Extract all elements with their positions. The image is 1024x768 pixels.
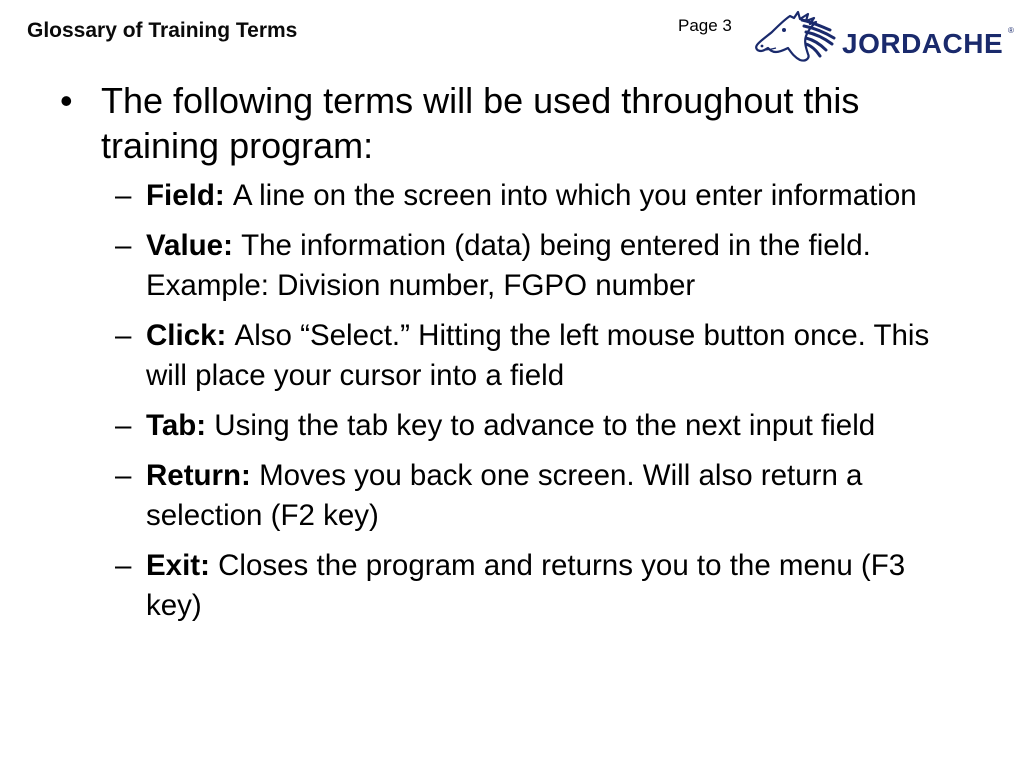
logo-wordmark: JORDACHE (842, 28, 1004, 59)
brand-logo (754, 10, 1020, 66)
term-return (60, 456, 960, 536)
term-definition: Using the tab key to advance to the next input field (214, 409, 876, 442)
registered-mark: ® (1008, 26, 1014, 35)
dash-marker: – (115, 459, 132, 492)
term-label: Value: (146, 229, 242, 262)
term-definition: Moves you back one screen. Will also return a selection (F2 key) (146, 459, 863, 532)
term-definition: The information (data) being entered in the field. Example: Division number, FGPO number (146, 229, 871, 302)
term-label: Tab: (146, 409, 215, 442)
intro-bullet (60, 78, 960, 168)
term-label: Return: (146, 459, 260, 492)
term-tab (60, 406, 960, 446)
dash-marker: – (115, 229, 132, 262)
term-label: Exit: (146, 549, 219, 582)
dash-marker: – (115, 319, 132, 352)
term-field (60, 176, 960, 216)
term-click (60, 316, 960, 396)
horse-head-icon (754, 10, 840, 66)
intro-text: The following terms will be used throughout this training program: (101, 80, 860, 166)
page-title: Glossary of Training Terms (27, 19, 298, 42)
term-value (60, 226, 960, 306)
term-label: Click: (146, 319, 235, 352)
bullet-marker: • (60, 80, 73, 121)
term-definition: A line on the screen into which you enter information (232, 179, 917, 212)
dash-marker: – (115, 179, 132, 212)
term-exit (60, 546, 960, 626)
term-definition: Closes the program and returns you to the menu (F3 key) (146, 549, 906, 622)
page-number: Page 3 (678, 16, 732, 35)
term-label: Field: (146, 179, 233, 212)
dash-marker: – (115, 409, 132, 442)
term-list (60, 176, 960, 626)
dash-marker: – (115, 549, 132, 582)
glossary-content (60, 78, 960, 636)
term-definition: Also “Select.” Hitting the left mouse button once. This will place your cursor into a field (146, 319, 930, 392)
